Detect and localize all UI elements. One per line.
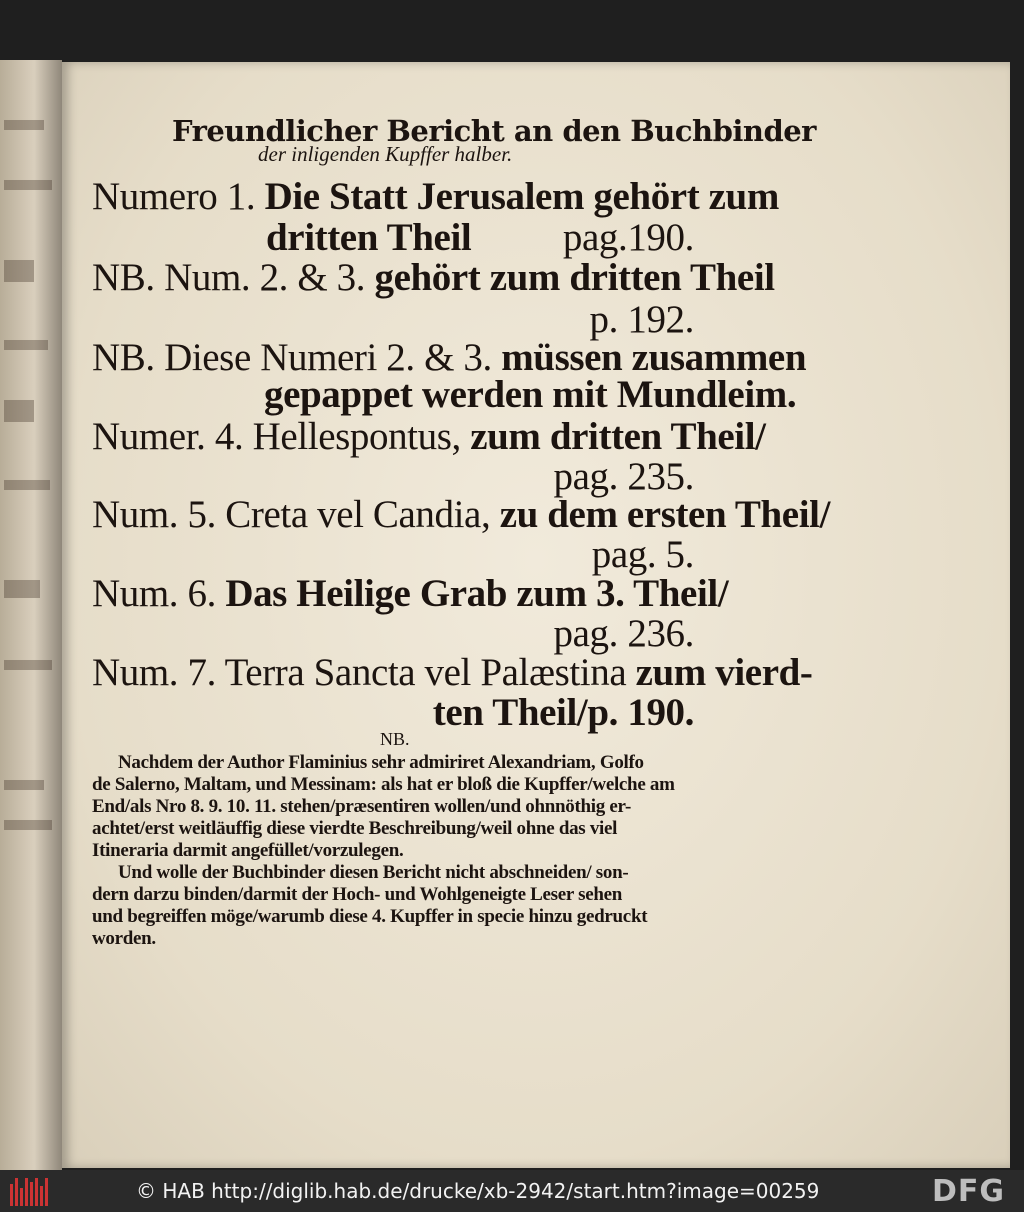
entry-text: zum vierd- <box>635 651 813 694</box>
entry-lead: Num. 5. Creta vel Candia, <box>92 493 491 536</box>
entry-text: zum dritten Theil/ <box>470 415 766 458</box>
viewer-footer <box>0 1170 1024 1212</box>
entry-text: dritten Theil <box>266 216 472 259</box>
entry-page-ref: p. 192. <box>589 298 694 341</box>
entry-lead: Numero 1. <box>92 175 256 218</box>
paragraph-line: de Salerno, Maltam, und Messinam: als hat er bloß die Kupffer/welche am <box>92 774 675 795</box>
entry-page-ref: pag. 236. <box>553 612 694 655</box>
prev-page-text-fragment <box>4 820 52 830</box>
entry-lead: Numer. 4. Hellespontus, <box>92 415 461 458</box>
page-heading: Freundlicher Bericht an den Buchbinder <box>172 114 816 148</box>
hab-logo-icon[interactable] <box>10 1176 50 1206</box>
entry-line <box>266 215 471 260</box>
entry-text: müssen zusammen <box>501 336 807 379</box>
prev-page-text-fragment <box>4 780 44 790</box>
entry-line <box>92 174 779 219</box>
prev-page-text-fragment <box>4 480 50 490</box>
prev-page-text-fragment <box>4 180 52 190</box>
entry-lead: NB. Num. 2. & 3. <box>92 256 366 299</box>
dfg-logo[interactable]: DFG <box>932 1174 1006 1209</box>
entry-lead: Num. 7. Terra Sancta vel Palæstina <box>92 651 627 694</box>
previous-page-edge <box>0 60 62 1170</box>
prev-page-text-fragment <box>4 120 44 130</box>
paragraph-line: worden. <box>92 928 156 949</box>
entry-line <box>92 492 830 537</box>
entry-line <box>92 255 775 300</box>
entry-text: gepappet werden mit Mundleim. <box>264 373 797 416</box>
entry-lead: Num. 6. <box>92 572 216 615</box>
prev-page-text-fragment <box>4 580 40 598</box>
paragraph-line: Und wolle der Buchbinder diesen Bericht nicht abschneiden/ son- <box>118 862 629 883</box>
entry-text: gehört zum dritten Theil <box>374 256 775 299</box>
paragraph-line: End/als Nro 8. 9. 10. 11. stehen/præsentiren wollen/und ohnnöthig er- <box>92 796 632 817</box>
document-page <box>62 62 1010 1168</box>
entry-line <box>92 650 812 695</box>
page-subheading: der inligenden Kupffer halber. <box>258 142 513 166</box>
entry-page-ref: pag. 5. <box>591 533 694 576</box>
entry-page-ref: pag. 235. <box>553 455 694 498</box>
entry-lead: NB. Diese Numeri 2. & 3. <box>92 336 492 379</box>
entry-line <box>433 690 694 735</box>
entry-text: Die Statt Jerusalem gehört zum <box>264 175 779 218</box>
entry-line <box>92 414 766 459</box>
nb-label: NB. <box>380 729 410 749</box>
entry-text: zu dem ersten Theil/ <box>499 493 831 536</box>
copyright-link[interactable]: © HAB http://diglib.hab.de/drucke/xb-2942/start.htm?image=00259 <box>136 1179 820 1203</box>
paragraph-line: dern darzu binden/darmit der Hoch- und Wohlgeneigte Leser sehen <box>92 884 623 905</box>
prev-page-text-fragment <box>4 400 34 422</box>
paragraph-line: achtet/erst weitläuffig diese vierdte Beschreibung/weil ohne das viel <box>92 818 618 839</box>
prev-page-text-fragment <box>4 660 52 670</box>
entry-text: Das Heilige Grab zum 3. Theil/ <box>225 572 729 615</box>
paragraph-line: Nachdem der Author Flaminius sehr admiriret Alexandriam, Golfo <box>118 752 644 773</box>
entry-line <box>264 372 796 417</box>
entry-text: ten Theil/p. 190. <box>432 691 694 734</box>
prev-page-text-fragment <box>4 260 34 282</box>
paragraph-line: und begreiffen möge/warumb diese 4. Kupffer in specie hinzu gedruckt <box>92 906 648 927</box>
entry-page-ref: pag.190. <box>562 216 694 259</box>
paragraph-line: Itineraria darmit angefüllet/vorzulegen. <box>92 840 404 861</box>
prev-page-text-fragment <box>4 340 48 350</box>
entry-line <box>92 571 728 616</box>
